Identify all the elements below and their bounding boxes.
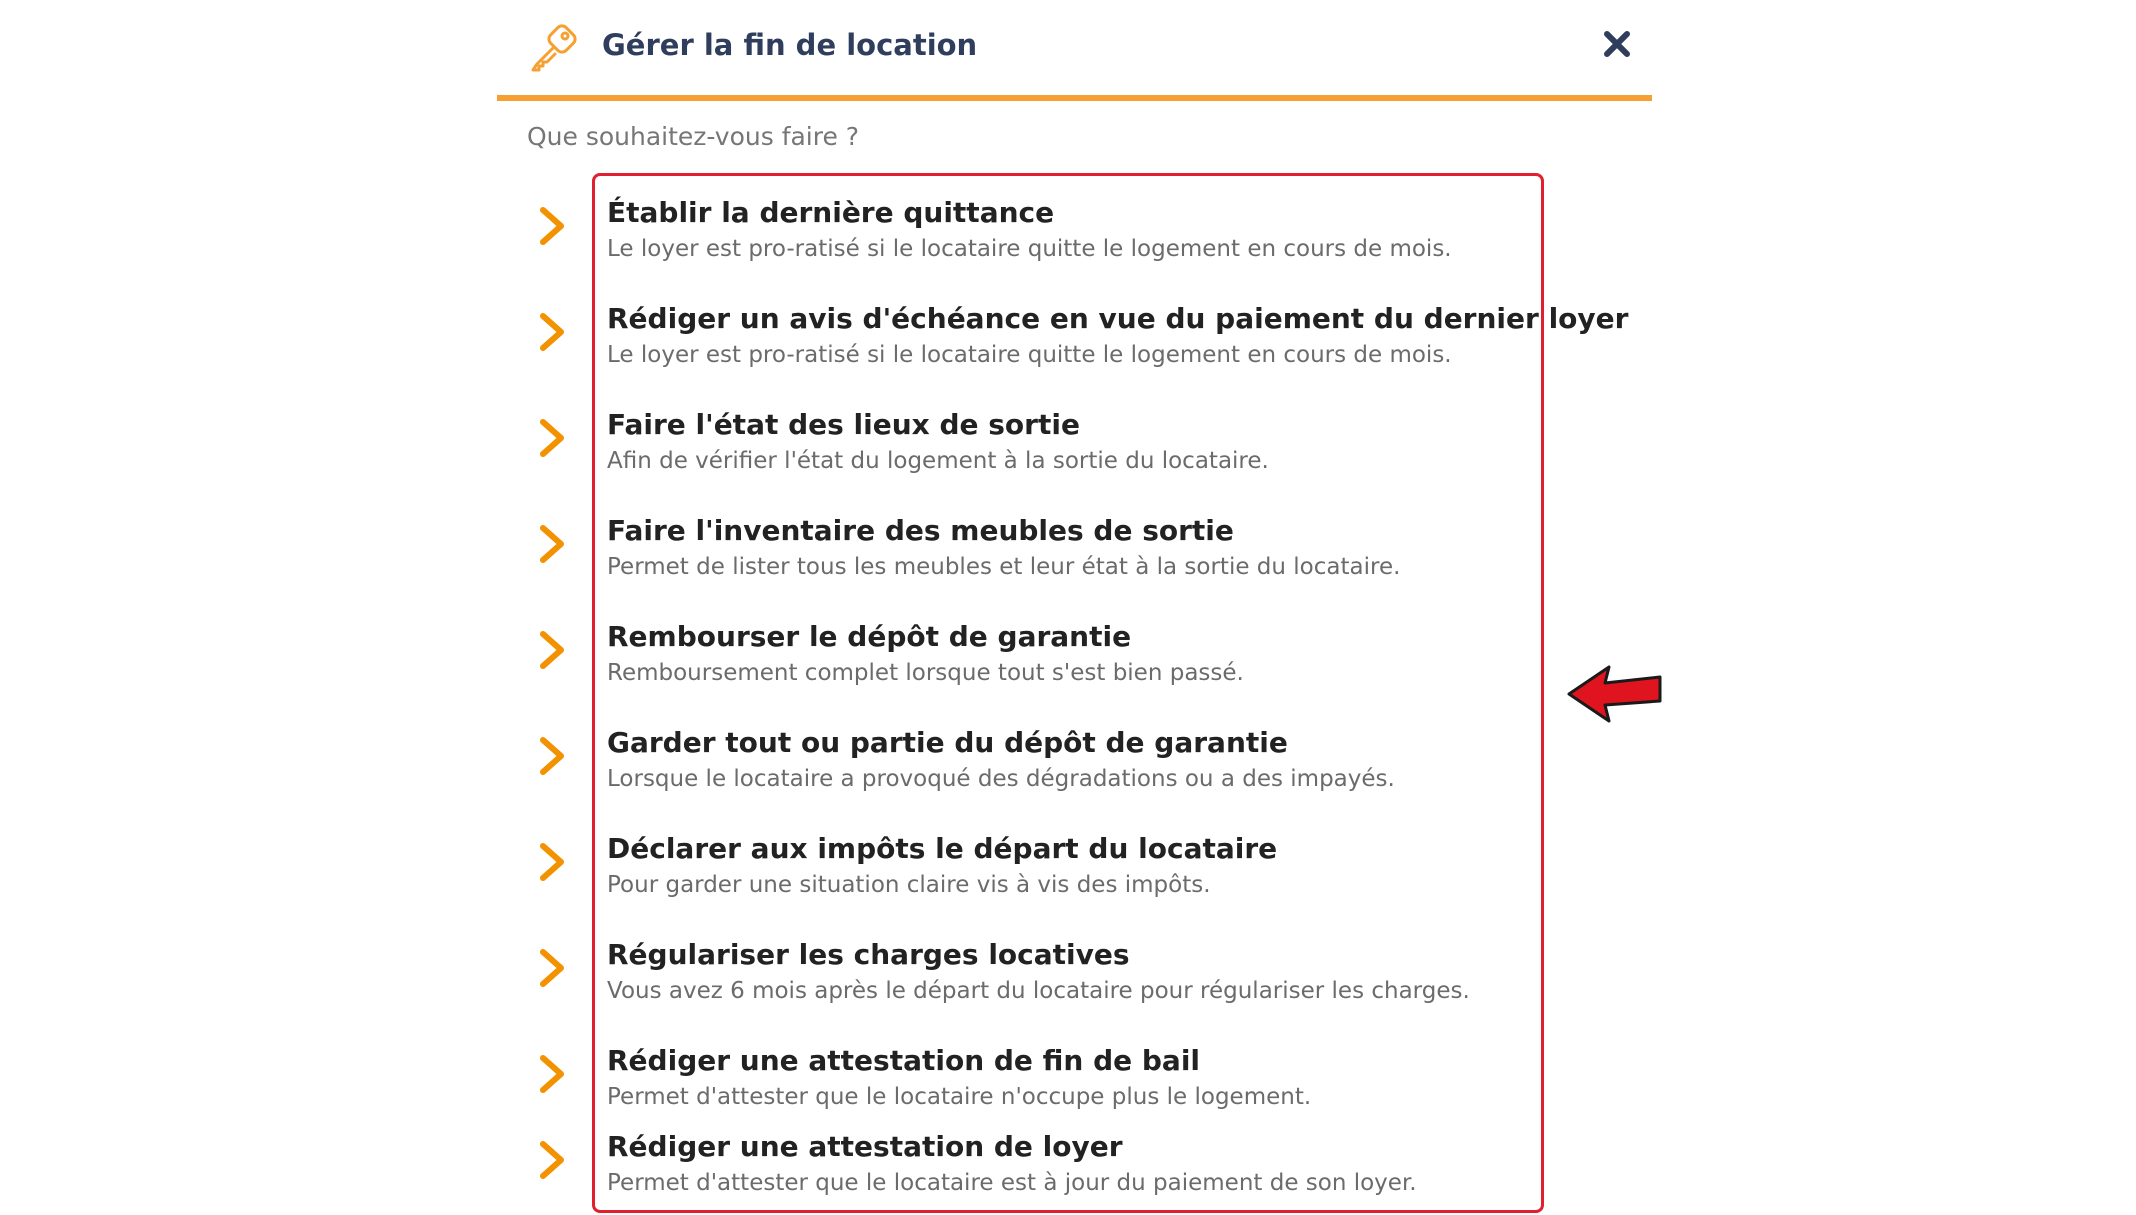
option-description: Afin de vérifier l'état du logement à la sortie du locataire. (607, 448, 1269, 474)
chevron-right-icon (537, 946, 567, 990)
option-description: Remboursement complet lorsque tout s'est bien passé. (607, 660, 1244, 686)
option-description: Lorsque le locataire a provoqué des dégradations ou a des impayés. (607, 766, 1395, 792)
option-title: Rédiger une attestation de fin de bail (607, 1044, 1201, 1077)
option-keep-deposit[interactable] (537, 716, 1547, 808)
option-description: Vous avez 6 mois après le départ du locataire pour régulariser les charges. (607, 978, 1470, 1004)
chevron-right-icon (537, 310, 567, 354)
option-description: Permet de lister tous les meubles et leur état à la sortie du locataire. (607, 554, 1401, 580)
option-title: Faire l'inventaire des meubles de sortie (607, 514, 1234, 547)
option-rent-certificate[interactable] (537, 1120, 1547, 1212)
option-furniture-inventory[interactable] (537, 504, 1547, 596)
chevron-right-icon (537, 1138, 567, 1182)
option-description: Le loyer est pro-ratisé si le locataire quitte le logement en cours de mois. (607, 236, 1452, 262)
red-pointer-arrow-icon (1565, 663, 1665, 725)
option-due-notice[interactable] (537, 292, 1629, 384)
option-title: Régulariser les charges locatives (607, 938, 1130, 971)
chevron-right-icon (537, 840, 567, 884)
option-description: Permet d'attester que le locataire est à jour du paiement de son loyer. (607, 1170, 1417, 1196)
option-declare-taxes[interactable] (537, 822, 1547, 914)
option-description: Pour garder une situation claire vis à vis des impôts. (607, 872, 1211, 898)
chevron-right-icon (537, 416, 567, 460)
chevron-right-icon (537, 1052, 567, 1096)
option-title: Rembourser le dépôt de garantie (607, 620, 1132, 653)
option-refund-deposit[interactable] (537, 610, 1547, 702)
option-description: Permet d'attester que le locataire n'occupe plus le logement. (607, 1084, 1312, 1110)
key-icon (527, 24, 579, 76)
chevron-right-icon (537, 628, 567, 672)
chevron-right-icon (537, 204, 567, 248)
option-end-of-lease-certificate[interactable] (537, 1034, 1547, 1126)
option-title: Déclarer aux impôts le départ du locataire (607, 832, 1278, 865)
question-label: Que souhaitez-vous faire ? (527, 122, 860, 151)
option-title: Rédiger un avis d'échéance en vue du paiement du dernier loyer (607, 302, 1629, 335)
option-title: Rédiger une attestation de loyer (607, 1130, 1123, 1163)
modal-title: Gérer la fin de location (602, 28, 978, 62)
close-icon[interactable] (1597, 24, 1637, 64)
option-exit-inspection[interactable] (537, 398, 1547, 490)
option-title: Garder tout ou partie du dépôt de garantie (607, 726, 1288, 759)
option-title: Établir la dernière quittance (607, 196, 1055, 229)
chevron-right-icon (537, 522, 567, 566)
option-description: Le loyer est pro-ratisé si le locataire quitte le logement en cours de mois. (607, 342, 1452, 368)
end-of-lease-modal (497, 0, 1652, 1215)
option-regularize-charges[interactable] (537, 928, 1547, 1020)
chevron-right-icon (537, 734, 567, 778)
option-last-receipt[interactable] (537, 186, 1547, 278)
option-title: Faire l'état des lieux de sortie (607, 408, 1080, 441)
modal-header (497, 0, 1652, 101)
